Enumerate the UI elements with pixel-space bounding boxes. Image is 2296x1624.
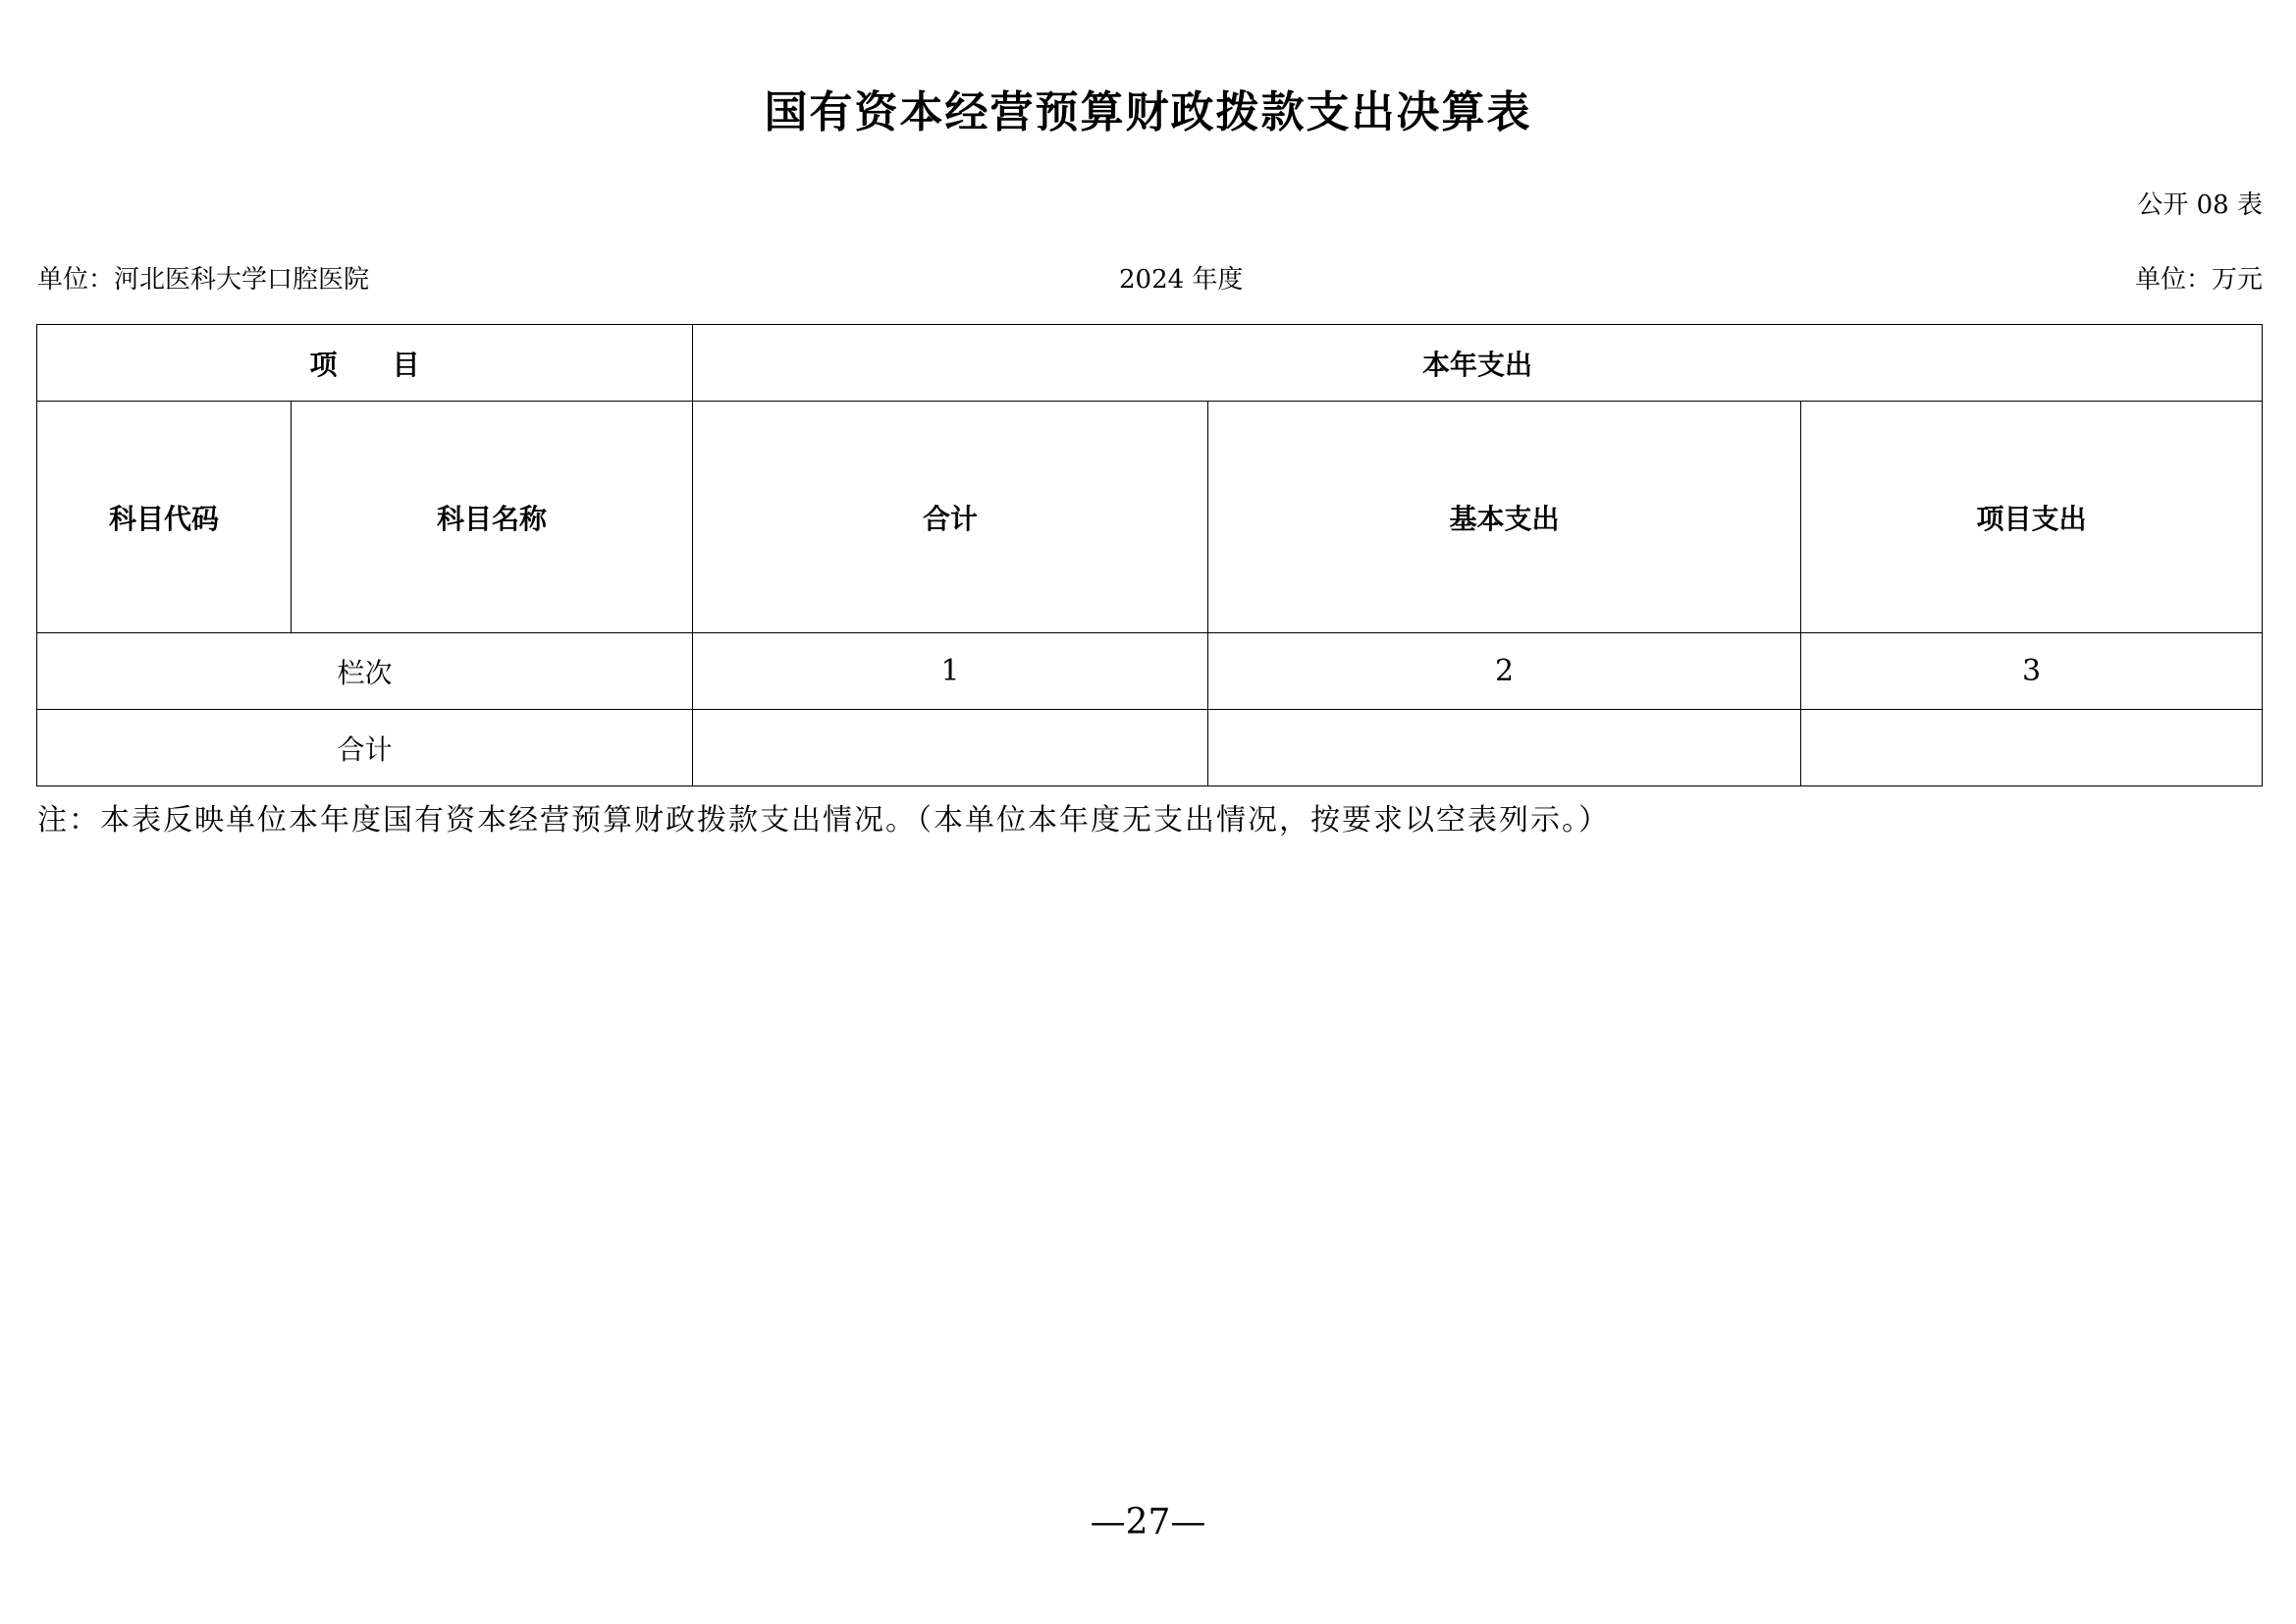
header-subject-name: 科目名称 <box>292 402 693 633</box>
table-subheader-row <box>37 402 2263 633</box>
project-expenditure-value <box>1801 710 2263 786</box>
table-note: 注：本表反映单位本年度国有资本经营预算财政拨款支出情况。（本单位本年度无支出情况，按要求以空表列示。） <box>37 803 1610 838</box>
column-number-3: 3 <box>1801 633 2263 710</box>
table-header-row <box>37 325 2263 402</box>
row-label-total: 合计 <box>37 710 693 786</box>
reporting-unit: 单位：河北医科大学口腔医院 <box>37 265 370 295</box>
table-row-total <box>37 710 2263 786</box>
header-project-expenditure: 项目支出 <box>1801 402 2263 633</box>
page-title: 国有资本经营预算财政拨款支出决算表 <box>764 87 1532 137</box>
reporting-year: 2024 年度 <box>1119 265 1244 295</box>
table-row-column-numbers <box>37 633 2263 710</box>
header-current-year-expenditure: 本年支出 <box>693 325 2263 402</box>
column-number-2: 2 <box>1208 633 1801 710</box>
total-value <box>693 710 1208 786</box>
header-basic-expenditure: 基本支出 <box>1208 402 1801 633</box>
basic-expenditure-value <box>1208 710 1801 786</box>
header-item: 项 目 <box>37 325 693 402</box>
currency-unit: 单位：万元 <box>2134 265 2263 295</box>
expenditure-table <box>36 324 2263 786</box>
form-code: 公开 08 表 <box>2137 190 2263 220</box>
header-total: 合计 <box>693 402 1208 633</box>
page-number: —27— <box>1090 1502 1206 1543</box>
row-label-column-number: 栏次 <box>37 633 693 710</box>
column-number-1: 1 <box>693 633 1208 710</box>
header-subject-code: 科目代码 <box>37 402 292 633</box>
